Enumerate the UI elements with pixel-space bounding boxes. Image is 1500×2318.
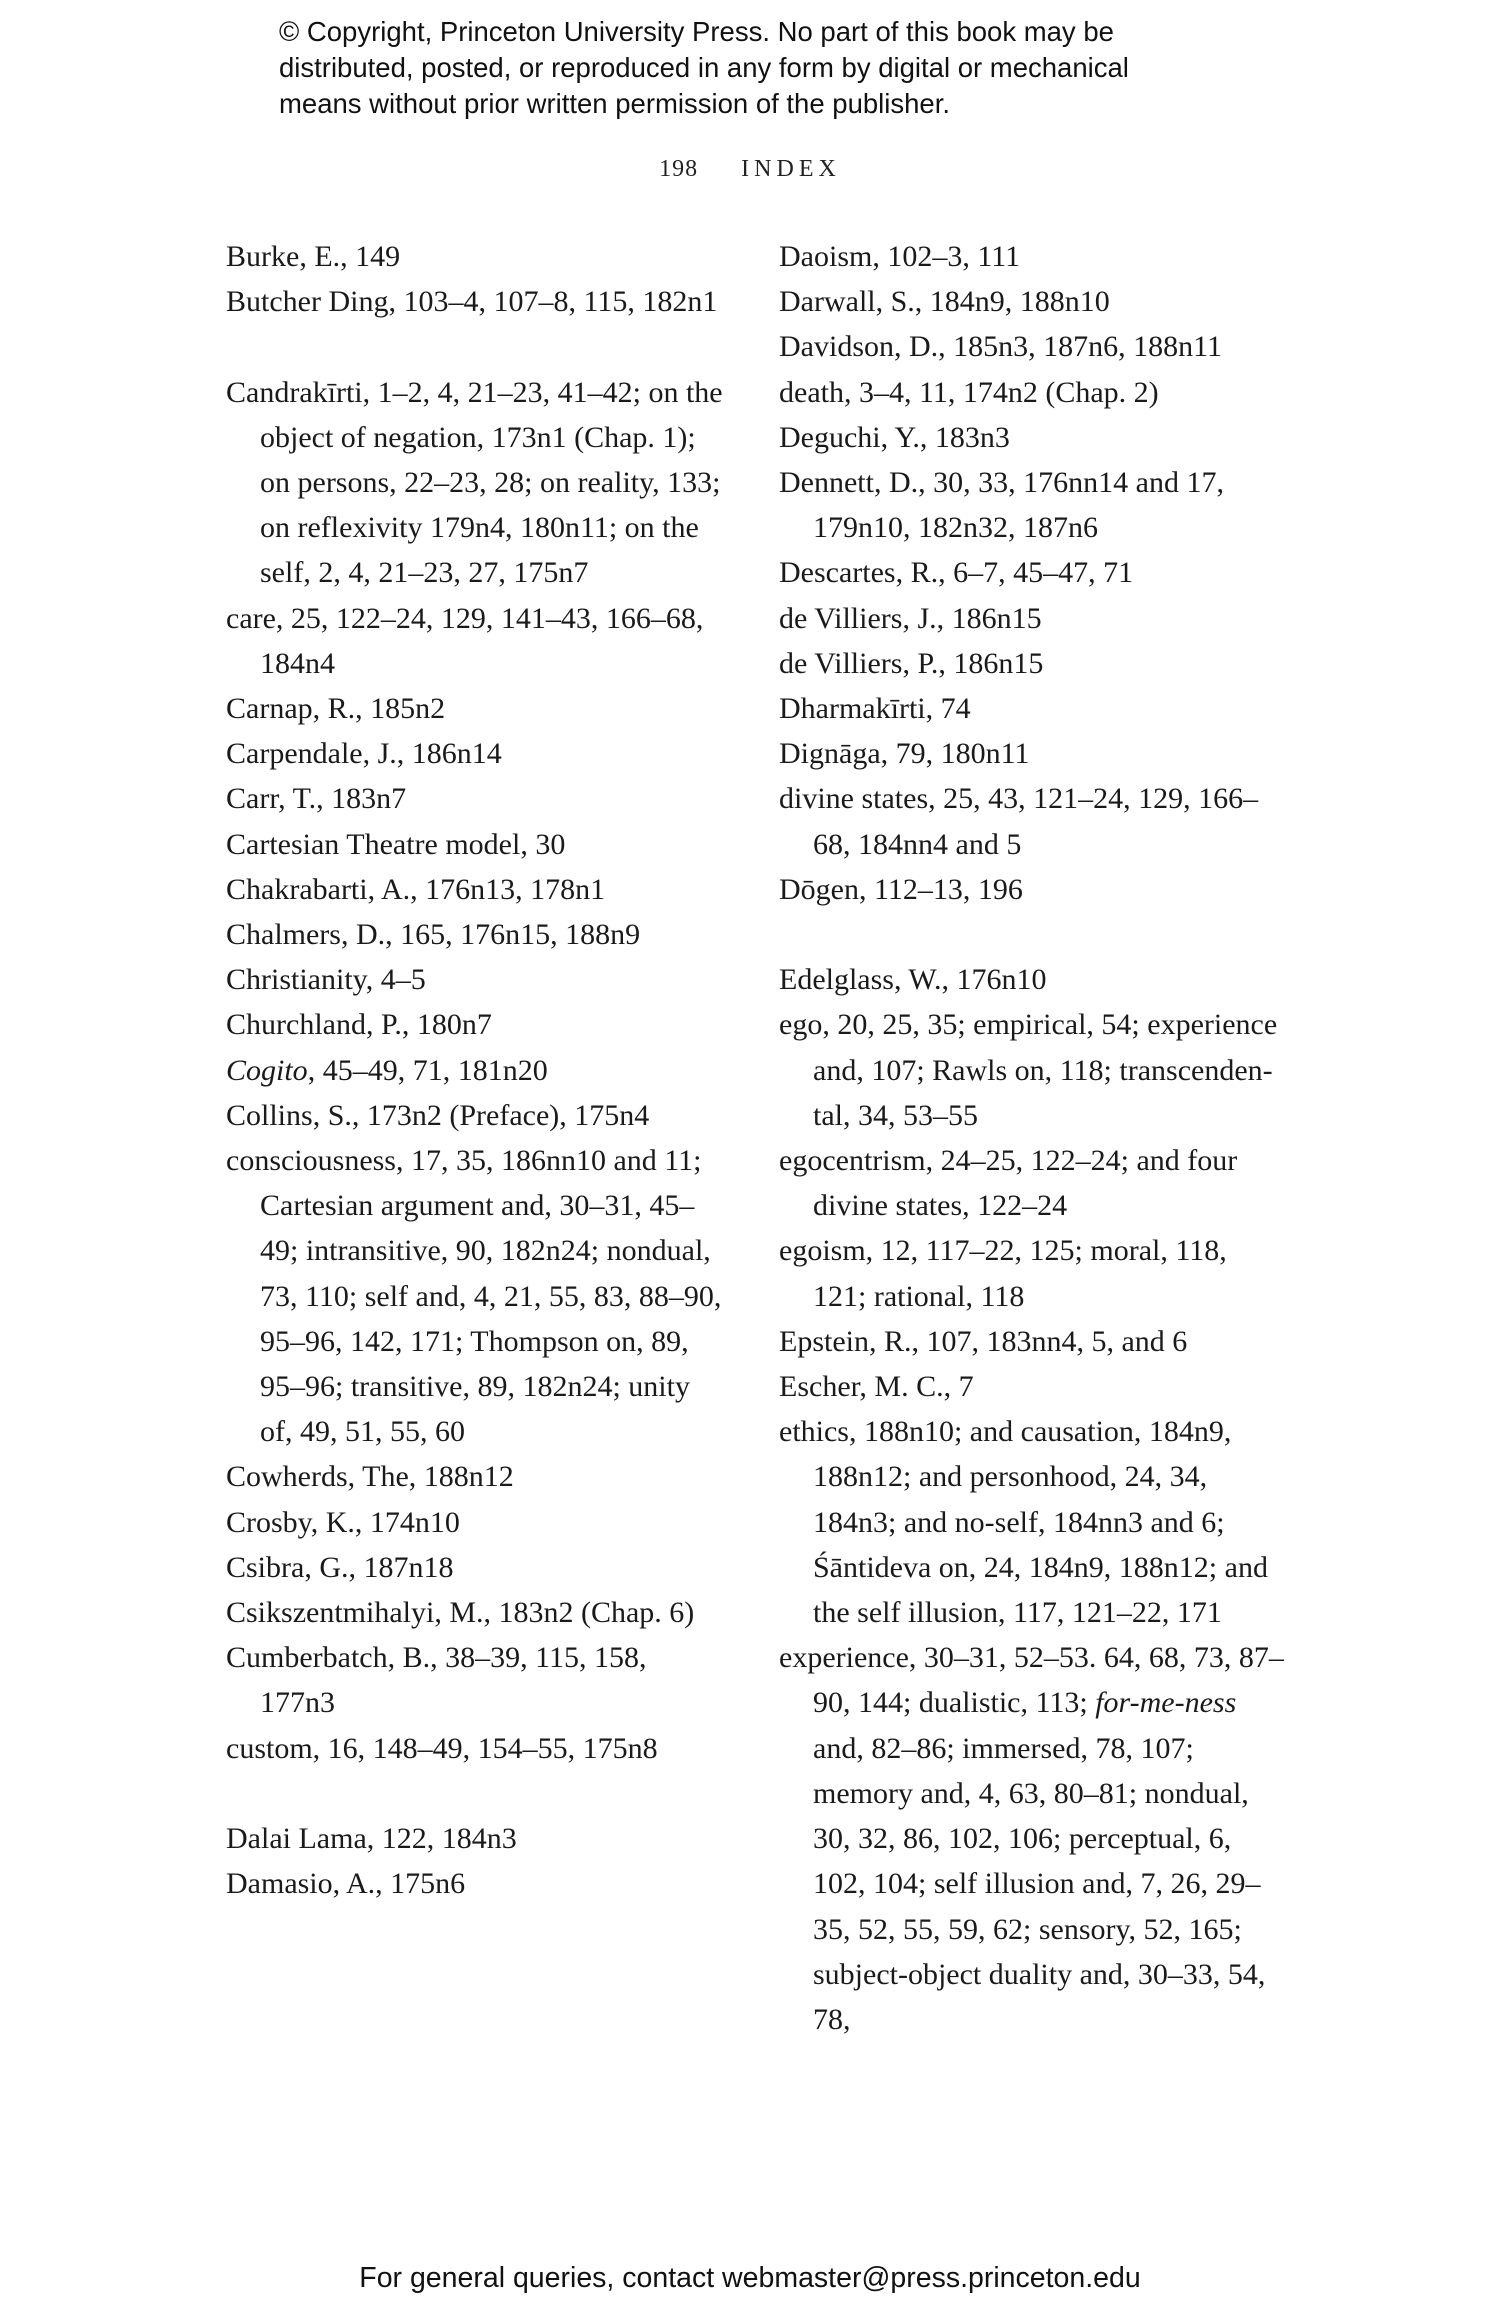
letter-group-gap [779,912,1284,957]
index-entry: Collins, S., 173n2 (Preface), 175n4 [226,1098,650,1132]
letter-group-gap [226,324,726,369]
index-entry: Dalai Lama, 122, 184n3 [226,1822,517,1856]
copyright-line: means without prior written permission of the publisher. [279,88,951,119]
index-entry: care, 25, 122–24, 129, 141–43, 166–68, 184n4 [226,601,704,680]
experience-text-after: and, 82–86; immersed, 78, 107; memory and, 4, 63, 80–81; nondual, 30, 32, 86, 102, 106; perceptual, 6, 102, 104; self illusion and, 7, 26, 29–35, 52, 55, 59, 62; sensory, 52, 165; subject-object duality and, 30–33, 54, 78, [813,1731,1266,2036]
index-left-column [226,234,726,1906]
index-entry: divine states, 25, 43, 121–24, 129, 166–68, 184nn4 and 5 [779,782,1259,861]
running-head [0,156,1500,183]
copyright-notice [279,14,1279,122]
index-entry: Candrakīrti, 1–2, 4, 21–23, 41–42; on the object of negation, 173n1 (Chap. 1); on persons, 22–23, 28; on reality, 133; on reflexivity 179n4, 180n11; on the self, 2, 4, 21–23, 27, 175n7 [226,375,723,590]
index-entry: Dōgen, 112–13, 196 [779,872,1023,906]
page-number: 198 [659,156,699,182]
index-entry: de Villiers, P., 186n15 [779,646,1044,680]
section-title: INDEX [741,156,841,182]
index-entry: custom, 16, 148–49, 154–55, 175n8 [226,1731,658,1765]
index-entry-experience [779,1635,1284,2042]
index-entry: Cartesian Theatre model, 30 [226,827,566,861]
index-entry: de Villiers, J., 186n15 [779,601,1042,635]
index-entry: Cowherds, The, 188n12 [226,1460,514,1494]
index-entry: Churchland, P., 180n7 [226,1008,492,1042]
index-entry: Butcher Ding, 103–4, 107–8, 115, 182n1 [226,285,718,319]
index-entry: egocentrism, 24–25, 122–24; and four divine states, 122–24 [779,1144,1238,1223]
index-entry: Carnap, R., 185n2 [226,692,446,726]
index-entry: ego, 20, 25, 35; empirical, 54; experience and, 107; Rawls on, 118; transcenden-tal, 34, 53–55 [779,1008,1278,1132]
footer-contact: For general queries, contact webmaster@press.princeton.edu [359,2262,1141,2294]
index-entry: Darwall, S., 184n9, 188n10 [779,285,1110,319]
index-entry: Chakrabarti, A., 176n13, 178n1 [226,872,606,906]
cogito-locators: , 45–49, 71, 181n20 [307,1053,548,1087]
index-entry: Epstein, R., 107, 183nn4, 5, and 6 [779,1324,1188,1358]
index-entry: Chalmers, D., 165, 176n15, 188n9 [226,918,641,952]
index-entry-cogito [226,1048,726,1093]
index-entry: Dharmakīrti, 74 [779,692,971,726]
index-right-column [779,234,1284,2042]
index-entry: Csibra, G., 187n18 [226,1550,454,1584]
index-entry: Dennett, D., 30, 33, 176nn14 and 17, 179n10, 182n32, 187n6 [779,466,1224,545]
index-entry: Escher, M. C., 7 [779,1370,974,1404]
index-entry: Carr, T., 183n7 [226,782,407,816]
experience-italic-term: for-me-ness [1095,1686,1237,1720]
experience-text-before: experience, 30–31, 52–53. 64, 68, 73, 87–90, 144; dualistic, 113; [779,1641,1284,1720]
index-entry: Dignāga, 79, 180n11 [779,737,1030,771]
cogito-term: Cogito [226,1053,308,1087]
index-entry: Cumberbatch, B., 38–39, 115, 158, 177n3 [226,1641,647,1720]
index-entry: Daoism, 102–3, 111 [779,240,1021,273]
letter-group-gap [226,1771,726,1816]
index-entry: Christianity, 4–5 [226,963,426,997]
index-entry: Davidson, D., 185n3, 187n6, 188n11 [779,330,1223,364]
index-entry: Deguchi, Y., 183n3 [779,420,1010,454]
index-entry: Crosby, K., 174n10 [226,1505,460,1539]
index-entry: Carpendale, J., 186n14 [226,737,502,771]
index-entry: Edelglass, W., 176n10 [779,963,1047,997]
index-entry: Csikszentmihalyi, M., 183n2 (Chap. 6) [226,1596,695,1630]
index-entry: consciousness, 17, 35, 186nn10 and 11; Cartesian argument and, 30–31, 45–49; intransitive, 90, 182n24; nondual, 73, 110; self and, 4, 21, 55, 83, 88–90, 95–96, 142, 171; Thompson on, 89, 95–96; transitive, 89, 182n24; unity of, 49, 51, 55, 60 [226,1144,722,1449]
index-entry: Damasio, A., 175n6 [226,1867,466,1901]
index-entry: Descartes, R., 6–7, 45–47, 71 [779,556,1134,590]
index-entry: egoism, 12, 117–22, 125; moral, 118, 121; rational, 118 [779,1234,1227,1313]
index-entry: ethics, 188n10; and causation, 184n9, 188n12; and personhood, 24, 34, 184n3; and no-self, 184nn3 and 6; Śāntideva on, 24, 184n9, 188n12; and the self illusion, 117, 121–22, 171 [779,1415,1268,1630]
index-entry: death, 3–4, 11, 174n2 (Chap. 2) [779,375,1159,409]
index-entry: Burke, E., 149 [226,240,401,273]
copyright-line: © Copyright, Princeton University Press. No part of this book may be [279,16,1114,47]
copyright-line: distributed, posted, or reproduced in any form by digital or mechanical [279,52,1129,83]
